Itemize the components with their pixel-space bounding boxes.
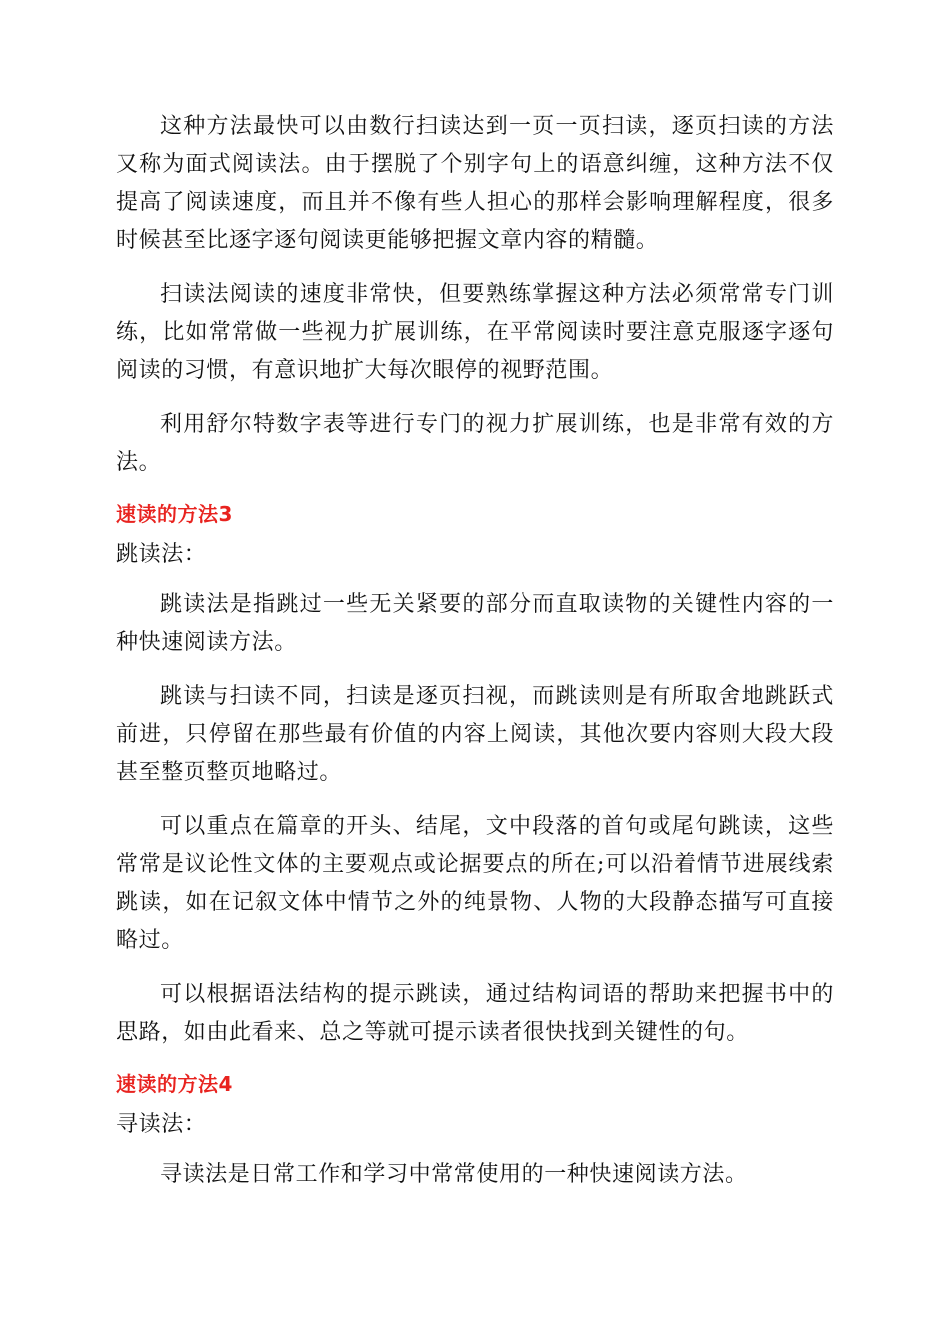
section-heading-method-3: 速读的方法3 [116,502,233,526]
section-heading-method-4: 速读的方法4 [116,1072,233,1096]
paragraph-skip-reading-3: 可以重点在篇章的开头、结尾，文中段落的首句或尾句跳读，这些常常是议论性文体的主要观点或论据要点的所在;可以沿着情节进展线索跳读，如在记叙文体中情节之外的纯景物、人物的大段静态描写可直接略过。 [116,814,834,953]
paragraph-scan-reading-3: 利用舒尔特数字表等进行专门的视力扩展训练，也是非常有效的方法。 [116,412,834,475]
paragraph-search-reading-1: 寻读法是日常工作和学习中常常使用的一种快速阅读方法。 [160,1162,748,1187]
method-label-skip-reading: 跳读法： [116,542,207,567]
paragraph-skip-reading-4: 可以根据语法结构的提示跳读，通过结构词语的帮助来把握书中的思路，如由此看来、总之等就可提示读者很快找到关键性的句。 [116,982,834,1045]
paragraph-skip-reading-1: 跳读法是指跳过一些无关紧要的部分而直取读物的关键性内容的一种快速阅读方法。 [116,592,834,655]
paragraph-skip-reading-2: 跳读与扫读不同，扫读是逐页扫视，而跳读则是有所取舍地跳跃式前进，只停留在那些最有价值的内容上阅读，其他次要内容则大段大段甚至整页整页地略过。 [116,684,834,785]
method-label-search-reading: 寻读法： [116,1112,207,1137]
document-page [116,108,834,1210]
paragraph-scan-reading-1: 这种方法最快可以由数行扫读达到一页一页扫读，逐页扫读的方法又称为面式阅读法。由于摆脱了个别字句上的语意纠缠，这种方法不仅提高了阅读速度，而且并不像有些人担心的那样会影响理解程度，很多时候甚至比逐字逐句阅读更能够把握文章内容的精髓。 [116,114,834,253]
paragraph-scan-reading-2: 扫读法阅读的速度非常快，但要熟练掌握这种方法必须常常专门训练，比如常常做一些视力扩展训练，在平常阅读时要注意克服逐字逐句阅读的习惯，有意识地扩大每次眼停的视野范围。 [116,282,834,383]
